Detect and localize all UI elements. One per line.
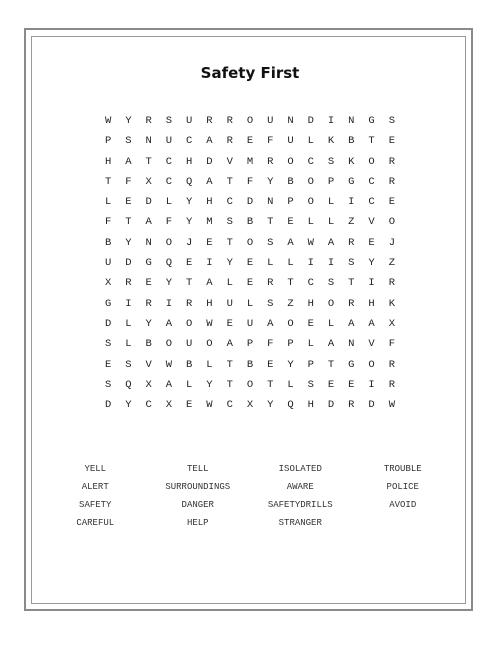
- grid-letter: G: [145, 257, 152, 270]
- grid-letter: X: [246, 399, 254, 412]
- grid-letter: Y: [125, 236, 132, 249]
- grid-letter: R: [348, 236, 355, 249]
- grid-letter: T: [104, 175, 112, 188]
- grid-letter: I: [368, 277, 375, 290]
- grid-letter: W: [206, 317, 213, 330]
- grid-row: [98, 355, 402, 375]
- grid-letter: R: [388, 175, 395, 188]
- grid-letter: T: [226, 175, 233, 188]
- grid-letter: I: [327, 257, 335, 270]
- grid-letter: K: [348, 155, 355, 168]
- grid-letter: L: [186, 378, 193, 391]
- grid-letter: T: [348, 277, 355, 290]
- grid-letter: L: [327, 317, 335, 330]
- grid-letter: Z: [348, 216, 355, 229]
- grid-letter: W: [165, 358, 173, 371]
- grid-letter: B: [186, 358, 193, 371]
- word-bank-item: [352, 514, 455, 532]
- grid-letter: V: [145, 358, 152, 371]
- grid-letter: I: [368, 378, 375, 391]
- grid-letter: D: [104, 317, 112, 330]
- word-bank: [44, 460, 454, 532]
- grid-letter: N: [348, 115, 355, 127]
- grid-letter: Q: [165, 257, 173, 270]
- grid-letter: T: [226, 236, 233, 249]
- grid-letter: H: [186, 155, 193, 168]
- grid-letter: Y: [125, 115, 132, 127]
- grid-letter: S: [125, 358, 132, 371]
- grid-letter: R: [348, 297, 355, 310]
- grid-letter: C: [145, 399, 152, 412]
- grid-letter: G: [368, 115, 375, 127]
- grid-letter: S: [307, 378, 314, 391]
- word-bank-item: HELP: [186, 518, 209, 528]
- grid-letter: V: [368, 216, 375, 229]
- grid-letter: S: [348, 257, 355, 270]
- grid-row: [98, 395, 402, 415]
- grid-letter: S: [125, 135, 132, 148]
- grid-letter: E: [307, 317, 314, 330]
- grid-letter: R: [226, 135, 233, 148]
- grid-row: [98, 212, 402, 232]
- grid-letter: D: [145, 196, 152, 209]
- grid-letter: H: [307, 399, 314, 412]
- grid-letter: L: [226, 277, 233, 290]
- grid-letter: L: [327, 196, 335, 209]
- grid-letter: L: [267, 257, 274, 270]
- grid-letter: B: [145, 338, 152, 351]
- grid-letter: E: [246, 257, 254, 270]
- grid-letter: Y: [145, 317, 152, 330]
- word-bank-item: YELL: [84, 464, 107, 474]
- grid-letter: R: [145, 115, 152, 127]
- grid-letter: O: [307, 175, 314, 188]
- grid-letter: A: [327, 236, 335, 249]
- grid-letter: O: [246, 236, 254, 249]
- grid-letter: W: [388, 399, 395, 412]
- grid-letter: R: [348, 399, 355, 412]
- word-bank-item: DANGER: [181, 500, 214, 510]
- grid-letter: I: [165, 297, 173, 310]
- grid-letter: S: [388, 115, 395, 127]
- grid-letter: L: [307, 338, 314, 351]
- grid-letter: F: [267, 135, 274, 148]
- grid-letter: A: [206, 135, 213, 148]
- grid-letter: N: [145, 135, 152, 148]
- grid-letter: W: [307, 236, 314, 249]
- grid-letter: E: [145, 277, 152, 290]
- grid-letter: P: [327, 175, 335, 188]
- grid-letter: U: [186, 115, 193, 127]
- grid-letter: I: [125, 297, 132, 310]
- grid-letter: Y: [287, 358, 294, 371]
- grid-letter: K: [388, 297, 395, 310]
- grid-letter: E: [186, 257, 193, 270]
- grid-letter: D: [246, 196, 254, 209]
- grid-letter: I: [307, 257, 314, 270]
- grid-letter: N: [348, 338, 355, 351]
- grid-letter: D: [104, 399, 112, 412]
- word-bank-item: POLICE: [386, 482, 419, 492]
- grid-letter: L: [287, 378, 294, 391]
- grid-letter: T: [186, 277, 193, 290]
- grid-letter: Y: [226, 257, 233, 270]
- grid-letter: R: [267, 155, 274, 168]
- grid-letter: O: [307, 196, 314, 209]
- grid-letter: S: [267, 297, 274, 310]
- grid-letter: E: [186, 399, 193, 412]
- word-bank-item: AWARE: [286, 482, 314, 492]
- grid-letter: E: [246, 277, 254, 290]
- grid-letter: O: [368, 155, 375, 168]
- grid-letter: A: [267, 317, 274, 330]
- grid-letter: B: [104, 236, 112, 249]
- grid-row: [98, 253, 402, 273]
- grid-letter: P: [104, 135, 112, 148]
- grid-letter: F: [104, 216, 112, 229]
- grid-letter: P: [287, 196, 294, 209]
- grid-letter: J: [186, 236, 193, 249]
- grid-letter: F: [388, 338, 395, 351]
- grid-letter: R: [125, 277, 132, 290]
- grid-letter: K: [327, 135, 335, 148]
- grid-letter: H: [368, 297, 375, 310]
- grid-letter: Y: [368, 257, 375, 270]
- grid-letter: V: [368, 338, 375, 351]
- grid-letter: Q: [287, 399, 294, 412]
- grid-row: [98, 273, 402, 293]
- word-bank-item: SURROUNDINGS: [165, 482, 231, 492]
- grid-letter: C: [226, 196, 233, 209]
- grid-letter: B: [246, 358, 254, 371]
- grid-letter: U: [165, 135, 173, 148]
- grid-letter: T: [226, 378, 233, 391]
- word-bank-row: [44, 496, 454, 514]
- grid-letter: O: [246, 115, 254, 127]
- grid-letter: L: [307, 216, 314, 229]
- word-bank-item: STRANGER: [278, 518, 322, 528]
- grid-letter: C: [165, 175, 173, 188]
- grid-letter: Y: [186, 196, 193, 209]
- word-bank-item: CAREFUL: [76, 518, 115, 528]
- grid-letter: Y: [206, 378, 213, 391]
- word-bank-item: TELL: [186, 464, 209, 474]
- word-bank-item: TROUBLE: [383, 464, 422, 474]
- grid-letter: Y: [186, 216, 193, 229]
- grid-letter: M: [246, 155, 254, 168]
- grid-letter: C: [368, 196, 375, 209]
- grid-letter: A: [206, 175, 213, 188]
- grid-letter: S: [104, 338, 112, 351]
- grid-letter: F: [125, 175, 132, 188]
- grid-letter: C: [226, 399, 233, 412]
- grid-letter: H: [206, 297, 213, 310]
- grid-letter: L: [125, 338, 132, 351]
- grid-letter: R: [226, 115, 233, 127]
- grid-letter: R: [388, 155, 395, 168]
- grid-letter: H: [307, 297, 314, 310]
- grid-letter: T: [267, 378, 274, 391]
- grid-letter: Y: [165, 277, 173, 290]
- grid-letter: L: [327, 216, 335, 229]
- grid-letter: S: [165, 115, 173, 127]
- grid-row: [98, 131, 402, 151]
- grid-letter: R: [388, 378, 395, 391]
- letter-grid: [98, 111, 402, 415]
- grid-letter: D: [125, 257, 132, 270]
- grid-letter: L: [246, 297, 254, 310]
- grid-letter: A: [226, 338, 233, 351]
- grid-letter: T: [125, 216, 132, 229]
- grid-letter: O: [368, 358, 375, 371]
- grid-letter: E: [104, 358, 112, 371]
- grid-letter: E: [246, 135, 254, 148]
- grid-letter: N: [287, 115, 294, 127]
- grid-letter: D: [206, 155, 213, 168]
- grid-letter: L: [287, 257, 294, 270]
- grid-letter: P: [246, 338, 254, 351]
- grid-letter: C: [307, 277, 314, 290]
- grid-row: [98, 192, 402, 212]
- grid-letter: O: [287, 317, 294, 330]
- grid-row: [98, 233, 402, 253]
- grid-letter: C: [307, 155, 314, 168]
- grid-letter: F: [267, 338, 274, 351]
- word-bank-row: [44, 460, 454, 478]
- grid-letter: N: [267, 196, 274, 209]
- grid-letter: Q: [186, 175, 193, 188]
- grid-row: [98, 111, 402, 131]
- grid-letter: U: [267, 115, 274, 127]
- grid-letter: W: [206, 399, 213, 412]
- grid-letter: I: [206, 257, 213, 270]
- grid-letter: O: [165, 338, 173, 351]
- grid-letter: A: [165, 378, 173, 391]
- grid-letter: C: [368, 175, 375, 188]
- grid-letter: B: [348, 135, 355, 148]
- grid-letter: X: [104, 277, 112, 290]
- grid-letter: B: [246, 216, 254, 229]
- grid-letter: S: [104, 378, 112, 391]
- grid-letter: E: [125, 196, 132, 209]
- grid-letter: T: [145, 155, 152, 168]
- grid-letter: D: [327, 399, 335, 412]
- grid-letter: S: [327, 155, 335, 168]
- grid-letter: I: [327, 115, 335, 127]
- grid-letter: G: [348, 175, 355, 188]
- grid-letter: F: [246, 175, 254, 188]
- word-bank-item: AVOID: [389, 500, 417, 510]
- grid-letter: R: [145, 297, 152, 310]
- grid-letter: P: [307, 358, 314, 371]
- grid-letter: C: [186, 135, 193, 148]
- grid-letter: A: [368, 317, 375, 330]
- word-bank-row: [44, 478, 454, 496]
- grid-letter: L: [307, 135, 314, 148]
- grid-letter: R: [186, 297, 193, 310]
- grid-letter: L: [125, 317, 132, 330]
- grid-letter: C: [165, 155, 173, 168]
- grid-letter: O: [287, 155, 294, 168]
- grid-letter: E: [287, 216, 294, 229]
- grid-letter: Z: [388, 257, 395, 270]
- grid-letter: E: [206, 236, 213, 249]
- grid-letter: V: [226, 155, 233, 168]
- grid-letter: L: [165, 196, 173, 209]
- grid-letter: T: [368, 135, 375, 148]
- grid-letter: U: [104, 257, 112, 270]
- grid-letter: T: [226, 358, 233, 371]
- word-bank-item: SAFETYDRILLS: [267, 500, 333, 510]
- grid-letter: A: [327, 338, 335, 351]
- grid-letter: R: [206, 115, 213, 127]
- grid-letter: E: [226, 317, 233, 330]
- word-bank-item: ALERT: [81, 482, 109, 492]
- grid-letter: H: [206, 196, 213, 209]
- grid-letter: L: [104, 196, 112, 209]
- grid-letter: H: [104, 155, 112, 168]
- grid-letter: O: [206, 338, 213, 351]
- grid-letter: S: [327, 277, 335, 290]
- grid-letter: Y: [125, 399, 132, 412]
- grid-letter: R: [388, 358, 395, 371]
- grid-letter: D: [368, 399, 375, 412]
- grid-letter: E: [388, 196, 395, 209]
- word-bank-item: ISOLATED: [278, 464, 322, 474]
- grid-row: [98, 152, 402, 172]
- grid-letter: U: [287, 135, 294, 148]
- grid-letter: E: [348, 378, 355, 391]
- grid-letter: A: [287, 236, 294, 249]
- grid-letter: T: [287, 277, 294, 290]
- grid-letter: O: [327, 297, 335, 310]
- grid-letter: R: [267, 277, 274, 290]
- grid-letter: Y: [267, 175, 274, 188]
- grid-letter: S: [226, 216, 233, 229]
- grid-letter: I: [348, 196, 355, 209]
- grid-row: [98, 314, 402, 334]
- grid-letter: A: [145, 216, 152, 229]
- grid-letter: X: [145, 175, 152, 188]
- grid-letter: O: [388, 216, 395, 229]
- grid-letter: O: [246, 378, 254, 391]
- grid-letter: U: [186, 338, 193, 351]
- grid-letter: X: [388, 317, 395, 330]
- grid-letter: O: [165, 236, 173, 249]
- word-bank-row: [44, 514, 454, 532]
- puzzle-title: Safety First: [200, 64, 300, 82]
- grid-letter: A: [125, 155, 132, 168]
- grid-letter: Q: [125, 378, 132, 391]
- grid-letter: E: [267, 358, 274, 371]
- grid-row: [98, 375, 402, 395]
- grid-letter: B: [287, 175, 294, 188]
- grid-letter: R: [388, 277, 395, 290]
- grid-row: [98, 172, 402, 192]
- grid-letter: A: [206, 277, 213, 290]
- grid-letter: T: [267, 216, 274, 229]
- grid-letter: O: [186, 317, 193, 330]
- grid-letter: D: [307, 115, 314, 127]
- grid-letter: L: [206, 358, 213, 371]
- grid-letter: E: [368, 236, 375, 249]
- grid-row: [98, 294, 402, 314]
- grid-letter: A: [348, 317, 355, 330]
- grid-letter: Z: [287, 297, 294, 310]
- grid-letter: M: [206, 216, 213, 229]
- grid-row: [98, 334, 402, 354]
- grid-letter: A: [165, 317, 173, 330]
- word-bank-item: SAFETY: [79, 500, 112, 510]
- grid-letter: F: [165, 216, 173, 229]
- grid-letter: J: [388, 236, 395, 249]
- grid-letter: U: [226, 297, 233, 310]
- grid-letter: T: [327, 358, 335, 371]
- grid-letter: G: [348, 358, 355, 371]
- grid-letter: E: [388, 135, 395, 148]
- grid-letter: U: [246, 317, 254, 330]
- grid-letter: G: [104, 297, 112, 310]
- grid-letter: X: [145, 378, 152, 391]
- grid-letter: E: [327, 378, 335, 391]
- grid-letter: P: [287, 338, 294, 351]
- grid-letter: Y: [267, 399, 274, 412]
- grid-letter: S: [267, 236, 274, 249]
- grid-letter: X: [165, 399, 173, 412]
- grid-letter: W: [104, 115, 112, 127]
- grid-letter: N: [145, 236, 152, 249]
